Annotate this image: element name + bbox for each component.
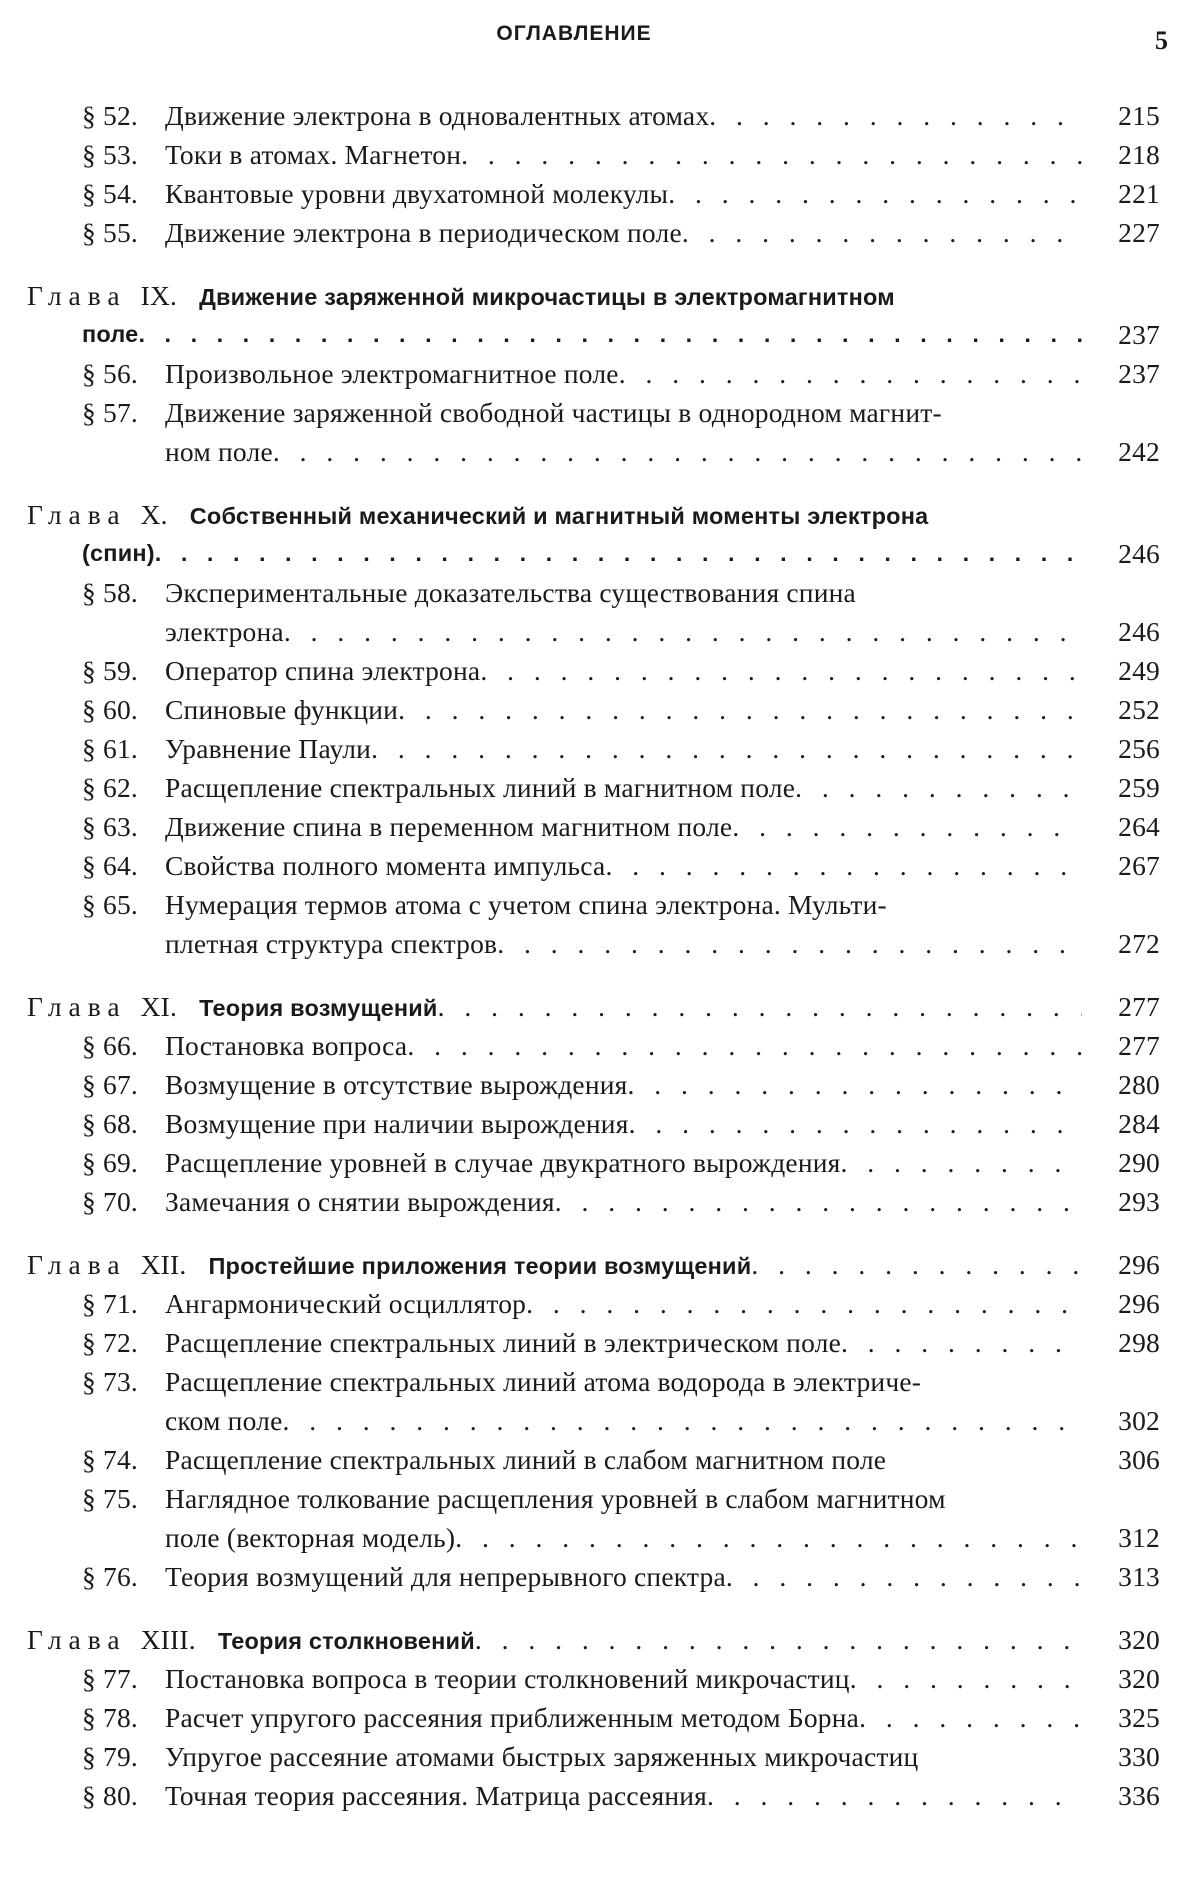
chapter-label: Глава [27,280,127,311]
section-title-line [165,135,1082,174]
dot-leader: . . . . . . . . . . . . . . . . . . . . . . . . . . . . . . . . . . . . [138,315,1082,354]
section-title-line [165,768,1082,807]
section-title: Уравнение Паули [165,733,371,764]
section-number: § 80. [82,1776,162,1815]
section-title: Теория возмущений для непрерывного спектра [165,1561,726,1592]
dot-leader: . . . . . . . . . . . . . . . . . . [605,846,1082,885]
section-title-continuation [165,612,1082,651]
page-ref: 272 [1080,924,1160,963]
section-title-line [165,1182,1082,1221]
page-ref: 296 [1080,1284,1160,1323]
toc-section-entry [0,729,1200,768]
toc-section-entry [0,1026,1200,1065]
section-title-line [165,1104,1082,1143]
dot-leader: . . . . . . . . . . . . . . . . . . . . . . . . . [407,1026,1082,1065]
section-title-line [165,1143,1082,1182]
section-number: § 53. [82,135,162,174]
toc-section-entry [0,354,1200,393]
section-title-line2: электрона [165,616,284,647]
toc-chapter-entry [0,276,1200,354]
page-ref: 290 [1080,1143,1160,1182]
section-title-line [165,1698,1082,1737]
chapter-label: Глава [27,1249,127,1280]
chapter-label: Глава [27,499,127,530]
section-title: Расщепление уровней в случае двукратного вырождения [165,1147,841,1178]
toc-chapter-entry [0,987,1200,1026]
page-ref: 277 [1080,1026,1160,1065]
dot-leader: . . . . . . . . . . . . . . . . . . . . . . . [480,651,1082,690]
section-title-line [165,213,1082,252]
section-title-line [165,1776,1082,1815]
chapter-number: XIII. [141,1624,196,1655]
section-title-line [165,96,1082,135]
section-title-line [165,354,1082,393]
toc-chapter-entry [0,495,1200,573]
section-number: § 60. [82,690,162,729]
section-title-line [165,1737,1082,1776]
dot-leader: . . . . . . . . . . . . [751,1245,1082,1284]
toc-section-entry [0,1284,1200,1323]
section-number: § 62. [82,768,162,807]
section-number: § 52. [82,96,162,135]
chapter-title: Простейшие приложения теории возмущений [208,1253,751,1279]
chapter-page-ref: 320 [1080,1620,1160,1659]
section-title: Движение спина в переменном магнитном поле [165,811,732,842]
page-ref: 237 [1080,354,1160,393]
chapter-title: Движение заряженной микрочастицы в электромагнитном [199,284,895,310]
toc-section-entry [0,573,1200,651]
dot-leader: . . . . . . . . [859,1698,1082,1737]
dot-leader: . . . . . . . . . . . . . . . . . [628,1065,1082,1104]
dot-leader: . . . . . . . . . . . . . . . . . . . . . . [497,924,1082,963]
section-title: Наглядное толкование расщепления уровней в слабом магнитном [165,1483,946,1514]
section-title: Движение электрона в периодическом поле [165,217,682,248]
section-title: Расчет упругого рассеяния приближенным методом Борна [165,1702,859,1733]
chapter-heading-line [27,987,1082,1028]
dot-leader: . . . . . . . . . . . . . . . . . . . . . . . . [438,987,1082,1026]
chapter-heading-line [27,276,1082,317]
toc-section-entry [0,96,1200,135]
dot-leader: . . . . . . . . . . . . . . [709,96,1082,135]
section-title: Экспериментальные доказательства существования спина [165,577,856,608]
section-number: § 75. [82,1479,162,1518]
toc-section-entry [0,651,1200,690]
dot-leader: . . . . . . . . . . . . . . . . . . . . . . . . . . . . . . [284,612,1082,651]
chapter-title-continuation [82,315,1082,354]
section-title-line [165,846,1082,885]
section-title-continuation [165,432,1082,471]
section-title-line2: плетная структура спектров [165,928,497,959]
dot-leader: . . . . . . . . . . . . . . . . . . . . . . . [461,135,1082,174]
section-title-line [165,885,1082,924]
section-title: Упругое рассеяние атомами быстрых заряженных микрочастиц [165,1741,918,1772]
page-ref: 330 [1080,1737,1160,1776]
dot-leader: . . . . . . . . . . . . . . . . . . . . . . . . . . . . . . [273,432,1082,471]
section-number: § 73. [82,1362,162,1401]
section-title-line [165,1284,1082,1323]
chapter-heading-line [27,495,1082,536]
page-ref: 215 [1080,96,1160,135]
section-number: § 59. [82,651,162,690]
section-title: Возмущение при наличии вырождения [165,1108,629,1139]
page-ref: 242 [1080,432,1160,471]
section-title-line [165,1440,1082,1479]
section-number: § 58. [82,573,162,612]
section-title-line [165,1323,1082,1362]
section-number: § 63. [82,807,162,846]
section-title-line [165,1659,1082,1698]
section-number: § 61. [82,729,162,768]
section-title: Точная теория рассеяния. Матрица рассеяния [165,1780,707,1811]
section-title: Замечания о снятии вырождения [165,1186,555,1217]
section-title: Расщепление спектральных линий в магнитном поле [165,772,795,803]
page-ref: 336 [1080,1776,1160,1815]
toc-section-entry [0,768,1200,807]
section-number: § 54. [82,174,162,213]
dot-leader: . . . . . . . . . . . . . . . . . [629,1104,1082,1143]
section-title: Спиновые функции [165,694,398,725]
chapter-title: Собственный механический и магнитный моменты электрона [190,503,929,529]
dot-leader: . . . . . . . . . . . . . . . . . [619,354,1082,393]
page-ref: 264 [1080,807,1160,846]
section-title-line [165,1362,1082,1401]
page-ref: 249 [1080,651,1160,690]
section-title-line [165,1065,1082,1104]
running-title: ОГЛАВЛЕНИЕ [0,22,1148,46]
chapter-title: Теория возмущений [199,995,437,1021]
section-title-line [165,807,1082,846]
toc-section-entry [0,213,1200,252]
dot-leader: . . . . . . . . . . . . . [732,807,1082,846]
section-number: § 68. [82,1104,162,1143]
section-number: § 69. [82,1143,162,1182]
chapter-page-ref: 237 [1080,315,1160,354]
section-title: Квантовые уровни двухатомной молекулы [165,178,668,209]
chapter-title-continuation [82,534,1082,573]
toc-section-entry [0,885,1200,963]
chapter-title-line2: поле [82,321,138,347]
toc-section-entry [0,1065,1200,1104]
dot-leader: . . . . . . . . . . . . . . . . . . . . . . . . . . . . . . [283,1401,1082,1440]
section-title: Расщепление спектральных линий в слабом магнитном поле [165,1444,886,1475]
page-ref: 302 [1080,1401,1160,1440]
section-number: § 64. [82,846,162,885]
section-title: Постановка вопроса в теории столкновений микрочастиц [165,1663,850,1694]
section-title-line [165,174,1082,213]
section-number: § 77. [82,1659,162,1698]
toc-section-entry [0,135,1200,174]
chapter-number: XII. [141,1249,187,1280]
section-number: § 70. [82,1182,162,1221]
toc-section-entry [0,1143,1200,1182]
dot-leader: . . . . . . . . . . . . . . . . . . . . . . . [455,1518,1082,1557]
section-number: § 74. [82,1440,162,1479]
section-number: § 71. [82,1284,162,1323]
section-title-line [165,690,1082,729]
table-of-contents [0,96,1200,1815]
section-number: § 76. [82,1557,162,1596]
chapter-page-ref: 296 [1080,1245,1160,1284]
section-title: Движение электрона в одновалентных атомах [165,100,709,131]
dot-leader: . . . . . . . . . . . . . . [707,1776,1082,1815]
page-ref: 313 [1080,1557,1160,1596]
dot-leader: . . . . . . . . . . . . . . . . . . . . . . . . . . . . . . . . . . . . [155,534,1082,573]
page-number: 5 [1155,26,1168,56]
chapter-title-line2: (спин) [82,540,155,566]
toc-chapter-entry [0,1245,1200,1284]
chapter-number: X. [141,499,168,530]
toc-section-entry [0,1323,1200,1362]
page-ref: 306 [1080,1440,1160,1479]
section-title-continuation [165,924,1082,963]
toc-section-entry [0,393,1200,471]
toc-section-entry [0,846,1200,885]
section-number: § 57. [82,393,162,432]
section-title: Оператор спина электрона [165,655,480,686]
section-number: § 79. [82,1737,162,1776]
section-title: Ангармонический осциллятор [165,1288,526,1319]
section-title-line [165,1026,1082,1065]
page-ref: 280 [1080,1065,1160,1104]
page-ref: 298 [1080,1323,1160,1362]
chapter-number: IX. [141,280,178,311]
toc-section-entry [0,690,1200,729]
toc-section-entry [0,1776,1200,1815]
toc-section-entry [0,1479,1200,1557]
dot-leader: . . . . . . . . . . . . . . . . [668,174,1082,213]
page-ref: 218 [1080,135,1160,174]
chapter-page-ref: 246 [1080,534,1160,573]
dot-leader: . . . . . . . . . [841,1143,1082,1182]
chapter-heading-line [27,1620,1082,1661]
dot-leader: . . . . . . . . . [850,1659,1082,1698]
chapter-label: Глава [27,1624,127,1655]
chapter-number: XI. [141,991,178,1022]
section-title: Токи в атомах. Магнетон [165,139,461,170]
section-number: § 65. [82,885,162,924]
section-title-line2: ном поле [165,436,273,467]
dot-leader: . . . . . . . . . . . . . . . . . . . . . . . . . . . [371,729,1082,768]
section-number: § 55. [82,213,162,252]
section-title-line [165,393,1082,432]
section-number: § 67. [82,1065,162,1104]
section-title: Движение заряженной свободной частицы в однородном магнит- [165,397,942,428]
page-ref: 284 [1080,1104,1160,1143]
section-title-line [165,573,1082,612]
toc-chapter-entry [0,1620,1200,1659]
toc-section-entry [0,1557,1200,1596]
chapter-title: Теория столкновений [218,1628,475,1654]
section-title-line [165,651,1082,690]
toc-section-entry [0,1182,1200,1221]
section-title-line2: ском поле [165,1405,283,1436]
toc-section-entry [0,1440,1200,1479]
section-number: § 66. [82,1026,162,1065]
toc-section-entry [0,807,1200,846]
section-title: Нумерация термов атома с учетом спина электрона. Мульти- [165,889,887,920]
page-ref: 246 [1080,612,1160,651]
section-title-line [165,1557,1082,1596]
toc-section-entry [0,1659,1200,1698]
toc-section-entry [0,1362,1200,1440]
section-title-continuation [165,1518,1082,1557]
page-ref: 267 [1080,846,1160,885]
section-title-line2: поле (векторная модель) [165,1522,455,1553]
page-ref: 312 [1080,1518,1160,1557]
page-ref: 293 [1080,1182,1160,1221]
dot-leader: . . . . . . . . . . . . . . . [682,213,1082,252]
section-number: § 56. [82,354,162,393]
toc-section-entry [0,174,1200,213]
chapter-page-ref: 277 [1080,987,1160,1026]
section-number: § 78. [82,1698,162,1737]
dot-leader: . . . . . . . . . . . . . . . . . . . . . . . . . . [398,690,1082,729]
toc-section-entry [0,1737,1200,1776]
page-ref: 320 [1080,1659,1160,1698]
dot-leader: . . . . . . . . . . . . . . . . . . . . . [526,1284,1082,1323]
dot-leader: . . . . . . . . . [841,1323,1082,1362]
section-title: Расщепление спектральных линий в электрическом поле [165,1327,841,1358]
chapter-heading-line [27,1245,1082,1286]
page-ref: 252 [1080,690,1160,729]
dot-leader: . . . . . . . . . . . . . . . . . . . . [555,1182,1082,1221]
book-page [0,0,1200,1901]
section-number: § 72. [82,1323,162,1362]
page-ref: 325 [1080,1698,1160,1737]
page-ref: 259 [1080,768,1160,807]
page-ref: 256 [1080,729,1160,768]
section-title: Расщепление спектральных линий атома водорода в электриче- [165,1366,921,1397]
section-title: Постановка вопроса [165,1030,407,1061]
section-title-line [165,1479,1082,1518]
dot-leader: . . . . . . . . . . . . . . . . . . . . . . . [475,1620,1082,1659]
toc-section-entry [0,1104,1200,1143]
section-title: Возмущение в отсутствие вырождения [165,1069,628,1100]
page-ref: 221 [1080,174,1160,213]
section-title: Произвольное электромагнитное поле [165,358,619,389]
toc-section-entry [0,1698,1200,1737]
section-title-continuation [165,1401,1082,1440]
dot-leader: . . . . . . . . . . . [795,768,1082,807]
dot-leader: . . . . . . . . . . . . . [726,1557,1082,1596]
page-ref: 227 [1080,213,1160,252]
chapter-label: Глава [27,991,127,1022]
section-title-line [165,729,1082,768]
section-title: Свойства полного момента импульса [165,850,605,881]
